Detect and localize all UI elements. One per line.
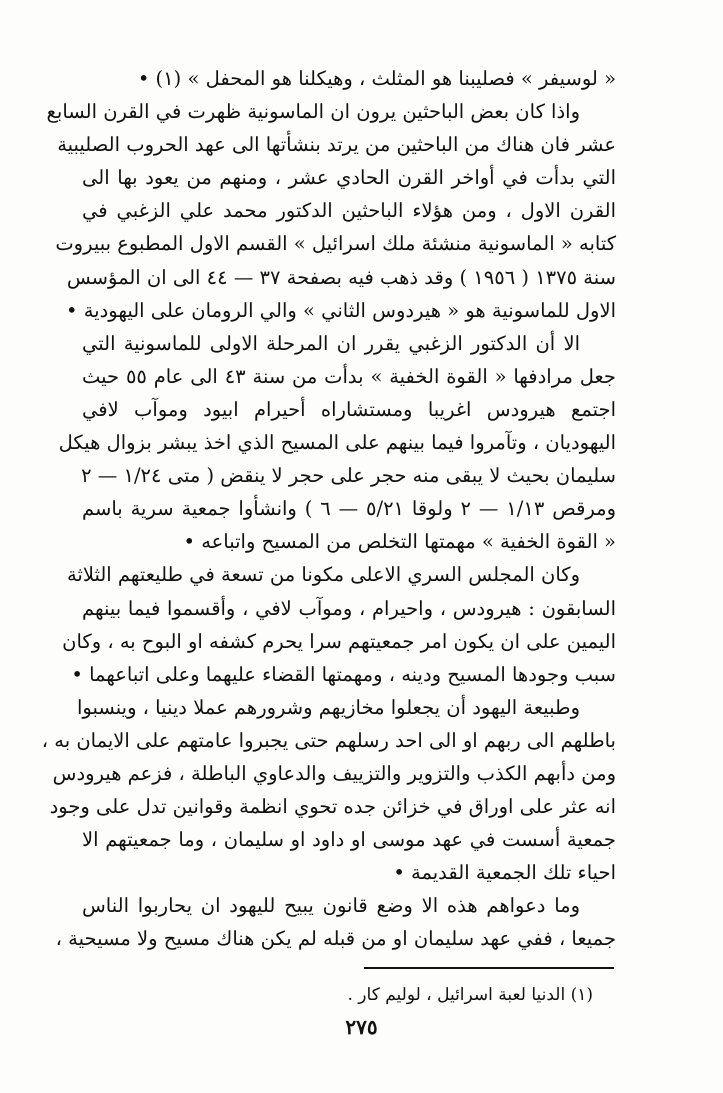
text-line: اليهوديان ، وتآمروا فيما بينهم على المسيح الذي اخذ يبشر بزوال هيكل xyxy=(58,431,616,455)
text-line: وكان المجلس السري الاعلى مكونا من تسعة في طليعتهم الثلاثة xyxy=(66,563,580,587)
text-line: ومرقص ١/١٣ — ٢ ولوقا ٥/٢١ — ٦ ) وانشأوا جمعية سرية باسم xyxy=(82,497,617,521)
text-line: انه عثر على اوراق في خزائن جده تحوي انظمة وقوانين تدل على وجود xyxy=(49,795,616,819)
text-line: الاول للماسونية هو « هيردوس الثاني » والي الرومان على اليهودية • xyxy=(66,298,616,322)
text-line: اجتمع هيرودس اغريبا ومستشاراه أحيرام ابيود وموآب لافي xyxy=(82,397,616,421)
text-line: وطبيعة اليهود أن يجعلوا مخازيهم وشرورهم عملا دينيا ، وينسبوا xyxy=(76,695,580,719)
text-line: جعل مرادفها « القوة الخفية » بدأت من سنة ٤٣ الى عام ٥٥ حيث xyxy=(82,364,616,388)
text-line: سبب وجودها المسيح ودينه ، ومهمتها القضاء عليهما وعلى اتباعهما • xyxy=(71,662,616,686)
text-line: كتابه « الماسونية منشئة ملك اسرائيل » القسم الاول المطبوع ببيروت xyxy=(55,232,616,256)
text-line: القرن الاول ، ومن هؤلاء الباحثين الدكتور محمد علي الزغبي في xyxy=(82,199,616,223)
body-text xyxy=(41,62,617,956)
text-line: اليمين على ان يكون امر جمعيتهم سرا يحرم كشفه او البوح به ، وكان xyxy=(62,629,616,653)
text-line: « القوة الخفية » مهمتها التخلص من المسيح واتباعه • xyxy=(183,530,616,554)
text-line: عشر فان هناك من الباحثين من يرتد بنشأتها الى عهد الحروب الصليبية xyxy=(57,133,616,157)
text-line: الا أن الدكتور الزغبي يقرر ان المرحلة الاولى للماسونية التي xyxy=(82,331,580,355)
text-line: واذا كان بعض الباحثين يرون ان الماسونية ظهرت في القرن السابع xyxy=(46,100,580,124)
footnote-divider xyxy=(364,967,614,969)
text-line: التي بدأت في أواخر القرن الحادي عشر ، ومنهم من يعود بها الى xyxy=(82,166,616,190)
text-line: « لوسيفر » فصليبنا هو المثلث ، وهيكلنا هو المحفل » (١) • xyxy=(137,67,616,90)
page-number: ٢٧٥ xyxy=(345,1015,378,1039)
text-line: وما دعواهم هذه الا وضع قانون يبيح لليهود ان يحاربوا الناس xyxy=(82,894,580,918)
text-line: السابقون : هيرودس ، واحيرام ، وموآب لافي ، وأقسموا فيما بينهم xyxy=(82,596,616,620)
text-line: احياء تلك الجمعية القديمة • xyxy=(393,861,616,885)
text-line: جمعية أسست في عهد موسى او داود او سليمان ، وما جمعيتهم الا xyxy=(82,828,616,852)
footnote: (١) الدنيا لعبة اسرائيل ، لوليم كار . xyxy=(347,985,593,1005)
text-line: سنة ١٣٧٥ ( ١٩٥٦ ) وقد ذهب فيه بصفحة ٣٧ — ٤٤ الى ان المؤسس xyxy=(66,265,616,289)
text-line: سليمان بحيث لا يبقى منه حجر على حجر لا ينقض ( متى ١/٢٤ — ٢ xyxy=(81,464,616,488)
text-line: ومن دأبهم الكذب والتزوير والتزييف والدعاوي الباطلة ، فزعم هيرودس xyxy=(52,761,616,785)
text-line: باطلهم الى ربهم او الى احد رسلهم حتى يجبروا عامتهم على الايمان به ، xyxy=(41,728,616,752)
text-line: جميعا ، ففي عهد سليمان او من قبله لم يكن هناك مسيح ولا مسيحية ، xyxy=(55,927,616,951)
